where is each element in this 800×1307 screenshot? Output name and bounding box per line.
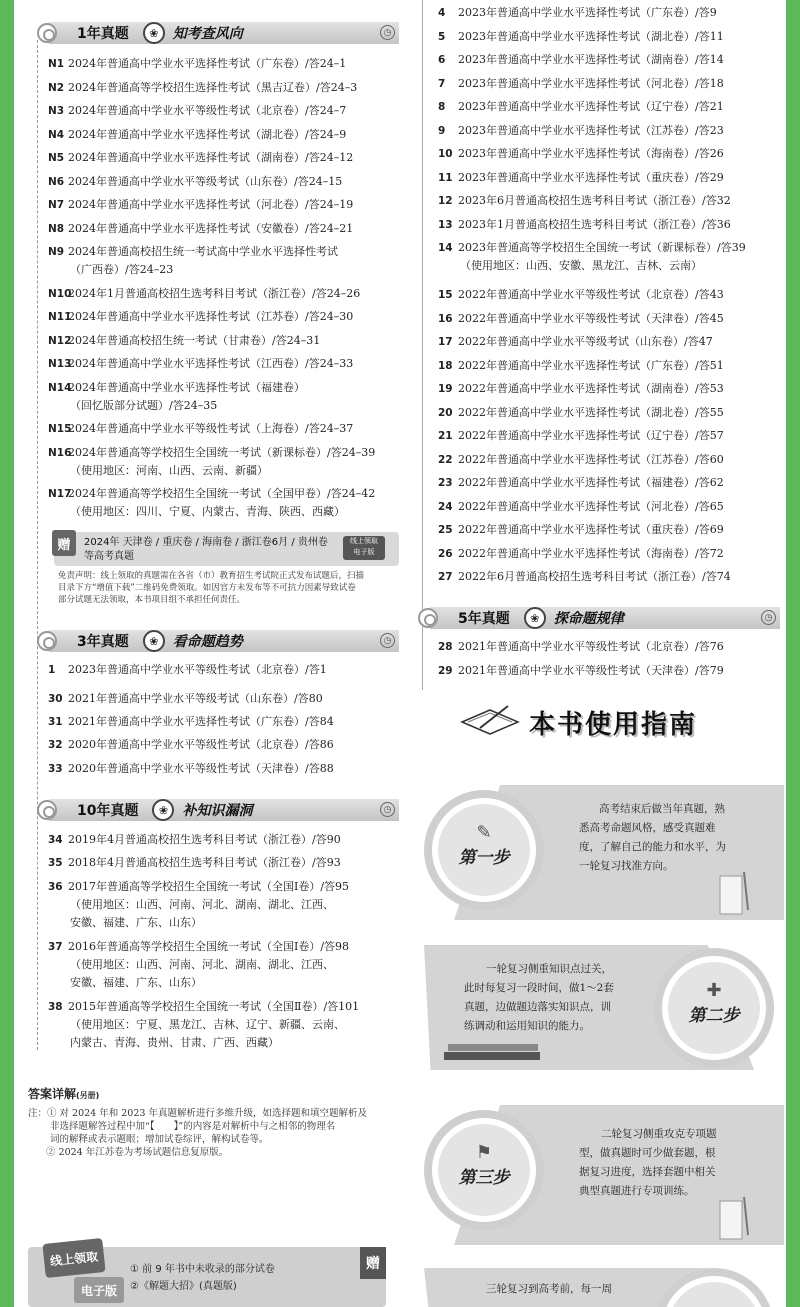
step-line: 二轮复习侧重攻克专项题 [601, 1128, 717, 1140]
item-text: 2022年普通高中学业水平选择性考试（广东卷）/答51 [458, 358, 724, 372]
item-number: 37 [48, 941, 63, 953]
list-item [48, 692, 323, 706]
item-text: 2022年普通高中学业水平选择性考试（福建卷）/答62 [458, 476, 724, 489]
item-text: 2022年普通高中学业水平选择性考试（河北卷）/答65 [458, 499, 724, 513]
item-number: 24 [438, 500, 453, 513]
step1-circle [424, 790, 544, 910]
item-text: 2024年普通高校招生统一考试（甘肃卷）/答24–31 [68, 333, 321, 347]
badge-icon: ❀ [143, 630, 165, 652]
item-number: 35 [48, 857, 63, 869]
item-text: 2023年普通高中学业水平选择性考试（河北卷）/答18 [458, 76, 724, 90]
item-number: 6 [438, 54, 446, 66]
spiral-icon [37, 631, 57, 651]
list-item [438, 312, 724, 326]
item-number: 1 [48, 664, 56, 676]
list-item [438, 382, 724, 396]
item-text: 2022年普通高中学业水平等级考试（山东卷）/答47 [458, 335, 713, 348]
list-item [438, 124, 724, 138]
item-subtext: （使用地区：河南、山西、云南、新疆） [70, 463, 268, 477]
right-green-border [786, 0, 800, 1307]
disclaimer-line: 免责声明：线上领取的真题需在各省（市）教育招生考试院正式发布试题后，扫描 [58, 571, 365, 581]
step-line: 悉高考命题风格，感受真题难 [579, 822, 716, 834]
step-line: 真题，边做题边落实知识点，训 [464, 1001, 611, 1013]
badge-icon: ❀ [143, 22, 165, 44]
step4-text [486, 1280, 676, 1299]
item-number: N17 [48, 488, 72, 500]
section-header-3yr [49, 630, 399, 652]
spiral-icon [37, 800, 57, 820]
list-item [438, 359, 724, 373]
item-number: 7 [438, 77, 446, 90]
list-item [438, 218, 731, 232]
item-number: 28 [438, 641, 453, 653]
item-text: 2021年普通高中学业水平等级考试（山东卷）/答80 [68, 692, 323, 705]
list-item [48, 738, 334, 752]
item-number: 11 [438, 171, 453, 184]
list-item [48, 104, 346, 118]
step3-text [579, 1125, 769, 1201]
step1-label: 第一步 [458, 848, 510, 868]
step-line: 一轮复习侧重知识点过关， [486, 963, 612, 975]
list-item [438, 147, 724, 161]
item-text: 2023年普通高等学校招生全国统一考试（新课标卷）/答39 [458, 241, 746, 254]
item-number: N1 [48, 58, 65, 70]
item-number: N9 [48, 246, 65, 258]
item-number: 32 [48, 739, 63, 751]
item-text: 2023年普通高中学业水平选择性考试（重庆卷）/答29 [458, 170, 724, 184]
item-text: 2024年普通高中学业水平选择性考试（江西卷）/答24–33 [68, 357, 354, 370]
left-green-border [0, 0, 14, 1307]
section-years: 1年真题 [77, 26, 129, 42]
item-text: 2022年普通高中学业水平选择性考试（江苏卷）/答60 [458, 452, 724, 466]
item-number: 20 [438, 406, 453, 419]
item-number: 29 [438, 664, 453, 677]
item-text: 2023年普通高中学业水平选择性考试（广东卷）/答9 [458, 6, 717, 19]
item-text: 2022年普通高中学业水平选择性考试（海南卷）/答72 [458, 546, 724, 560]
item-text: 2022年普通高中学业水平选择性考试（重庆卷）/答69 [458, 523, 724, 536]
section-subtitle: 补知识漏洞 [182, 803, 253, 819]
section-years: 3年真题 [77, 634, 129, 650]
item-number: 38 [48, 1001, 63, 1013]
books-icon [444, 1040, 544, 1064]
reading-figure-icon: ✎ [476, 822, 492, 843]
column-divider [422, 0, 423, 690]
item-text: 2019年4月普通高校招生选考科目考试（浙江卷）/答90 [68, 833, 341, 846]
disclaimer-line: 部分试题无法领取，本书项目组不承担任何责任。 [58, 595, 246, 605]
list-item [48, 663, 327, 677]
item-text: 2023年普通高中学业水平选择性考试（湖北卷）/答11 [458, 29, 724, 43]
list-item [438, 288, 724, 302]
item-text: 2024年普通高中学业水平选择性考试（广东卷）/答24–1 [68, 57, 347, 70]
list-item [438, 171, 724, 185]
item-text: 2024年普通高等学校招生选择性考试（黑吉辽卷）/答24–3 [68, 80, 358, 94]
step3-label: 第三步 [458, 1168, 510, 1188]
step-line: 度，了解自己的能力和水平，为 [579, 841, 726, 853]
clock-icon: ◷ [380, 633, 395, 648]
step3-circle [424, 1110, 544, 1230]
climbing-figure-icon: ⚑ [475, 1142, 493, 1163]
list-item [438, 241, 746, 273]
list-item [48, 222, 353, 236]
item-number: 21 [438, 430, 453, 442]
circle-inner [668, 1282, 760, 1307]
tag-line1: 线上领取 [350, 537, 378, 545]
gift-line2: 等高考真题 [84, 551, 134, 562]
item-text: 2024年1月普通高校招生选考科目考试（浙江卷）/答24–26 [68, 286, 361, 300]
item-subtext: （使用地区：四川、宁夏、内蒙古、青海、陕西、西藏） [70, 505, 345, 518]
item-text: 2023年6月普通高校招生选考科目考试（浙江卷）/答32 [458, 194, 731, 207]
online-get-tag[interactable]: 线上领取 [42, 1238, 105, 1278]
item-text: 2021年普通高中学业水平选择性考试（广东卷）/答84 [68, 715, 334, 728]
item-text: 2022年普通高中学业水平等级性考试（天津卷）/答45 [458, 311, 724, 325]
item-number: 4 [438, 7, 446, 19]
step2-circle [654, 948, 774, 1068]
item-number: N8 [48, 222, 65, 235]
badge-icon: ❀ [152, 799, 174, 821]
item-number: N10 [48, 287, 72, 300]
item-number: N12 [48, 334, 72, 347]
list-item [48, 57, 346, 71]
item-subtext: （使用地区：山西、河南、河北、湖南、湖北、江西、 [70, 898, 334, 911]
item-number: N14 [48, 381, 72, 394]
list-item [438, 335, 713, 349]
item-text: 2024年普通高中学业水平选择性考试（河北卷）/答24–19 [68, 198, 354, 211]
left-column [26, 0, 406, 1307]
item-subtext: 安徽、福建、广东、山东） [70, 976, 202, 989]
item-subtext: （使用地区：山西、河南、河北、湖南、湖北、江西、 [70, 958, 334, 971]
section-subtitle: 知考查风向 [172, 26, 243, 42]
item-number: 36 [48, 881, 63, 893]
list-item [438, 30, 724, 44]
item-text: 2023年普通高中学业水平选择性考试（湖南卷）/答14 [458, 53, 724, 66]
item-number: 14 [438, 242, 453, 254]
list-item [48, 487, 375, 519]
guide-title: 本书使用指南 [529, 710, 698, 740]
step-line: 三轮复习到高考前，每一周 [486, 1283, 612, 1295]
item-text: 2023年普通高中学业水平选择性考试（海南卷）/答26 [458, 147, 724, 160]
item-number: 23 [438, 477, 453, 489]
step1-text [579, 800, 769, 876]
gift2-line1: ① 前 9 年书中未收录的部分试卷 [130, 1264, 275, 1275]
online-tag[interactable] [343, 536, 385, 560]
item-number: 5 [438, 30, 446, 43]
list-item [438, 570, 731, 584]
disclaimer [58, 570, 403, 606]
answers-notes [28, 1107, 403, 1159]
item-text: 2024年普通高中学业水平选择性考试（江苏卷）/答24–30 [68, 310, 354, 323]
list-item [48, 151, 353, 165]
item-number: 26 [438, 547, 453, 560]
item-text: 2024年普通高中学业水平选择性考试（湖南卷）/答24–12 [68, 151, 354, 164]
item-subtext: （回忆版部分试题）/答24–35 [70, 398, 218, 412]
answers-note: (另册) [76, 1091, 100, 1100]
item-number: 18 [438, 359, 453, 372]
list-item [438, 640, 724, 654]
section-header-10yr [49, 799, 399, 821]
section-header-5yr [430, 607, 780, 629]
item-number: 30 [48, 693, 63, 705]
item-text: 2022年普通高中学业水平选择性考试（湖南卷）/答53 [458, 382, 724, 395]
scroll-icon [714, 870, 754, 920]
item-text: 2023年普通高中学业水平选择性考试（江苏卷）/答23 [458, 123, 724, 137]
item-number: N4 [48, 128, 65, 141]
list-item [48, 310, 353, 324]
note-line: 非选择题解答过程中加“【 】”的内容是对解析中与之相邻的物理名 [50, 1121, 336, 1132]
item-number: N3 [48, 105, 65, 117]
note-line: ② 2024 年江苏卷为考场试题信息复原版。 [46, 1147, 229, 1158]
step-line: 高考结束后做当年真题，熟 [599, 803, 725, 815]
item-number: 15 [438, 289, 453, 301]
gift2-line2: ②《解题大招》(真题版) [130, 1281, 237, 1292]
step-line: 此时每复习一段时间，做1～2套 [464, 982, 614, 994]
list-item [48, 81, 357, 95]
list-item [48, 245, 338, 277]
item-number: 22 [438, 453, 453, 466]
item-number: 33 [48, 763, 63, 775]
item-number: N13 [48, 358, 72, 370]
item-text: 2022年普通高中学业水平选择性考试（湖北卷）/答55 [458, 405, 724, 419]
list-item [438, 453, 724, 467]
item-number: 12 [438, 195, 453, 207]
puzzle-icon: ✚ [706, 980, 722, 1001]
item-number: 31 [48, 716, 63, 728]
list-item [438, 523, 724, 537]
item-text: 2024年普通高等学校招生全国统一考试（新课标卷）/答24–39 [68, 445, 376, 459]
item-text: 2024年普通高中学业水平等级考试（山东卷）/答24–15 [68, 174, 343, 188]
item-number: 17 [438, 336, 453, 348]
step-line: 典型真题进行专项训练。 [579, 1185, 695, 1197]
scroll-icon [714, 1195, 754, 1245]
item-number: 25 [438, 524, 453, 536]
list-item [438, 664, 724, 678]
section-subtitle: 看命题趋势 [172, 634, 243, 650]
item-text: 2024年普通高等学校招生全国统一考试（全国甲卷）/答24–42 [68, 487, 376, 500]
item-number: 34 [48, 834, 63, 846]
item-text: 2022年普通高中学业水平选择性考试（辽宁卷）/答57 [458, 429, 724, 442]
notebook-pen-icon [460, 702, 520, 736]
item-number: N7 [48, 199, 65, 211]
step2-label: 第二步 [688, 1006, 740, 1026]
section-subtitle: 探命题规律 [553, 611, 624, 627]
spiral-icon [418, 608, 438, 628]
list-item [48, 1000, 359, 1050]
list-item [48, 175, 342, 189]
list-item [48, 128, 346, 142]
clock-icon: ◷ [761, 610, 776, 625]
item-number: 10 [438, 148, 453, 160]
bottom-gift-text [130, 1261, 275, 1295]
step2-text [464, 960, 654, 1036]
item-number: 27 [438, 571, 453, 583]
answers-title [28, 1085, 99, 1102]
item-text: 2021年普通高中学业水平等级性考试（天津卷）/答79 [458, 663, 724, 677]
item-number: 13 [438, 218, 453, 231]
item-text: 2018年4月普通高校招生选考科目考试（浙江卷）/答93 [68, 856, 341, 869]
section-years: 5年真题 [458, 611, 510, 627]
bottom-gift-box [28, 1247, 386, 1307]
list-item [48, 422, 353, 436]
list-item [48, 856, 341, 870]
item-text: 2016年普通高等学校招生全国统一考试（全国Ⅰ卷）/答98 [68, 940, 350, 953]
item-text: 2024年普通高中学业水平等级性考试（北京卷）/答24–7 [68, 104, 347, 117]
item-text: 2017年普通高等学校招生全国统一考试（全国Ⅰ卷）/答95 [68, 880, 350, 893]
list-item [438, 53, 724, 67]
list-item [438, 476, 724, 490]
list-item [438, 6, 717, 20]
item-subtext: 内蒙古、青海、贵州、甘肃、广西、西藏） [70, 1036, 279, 1049]
note-line: 词的解释或表示题眼；增加试卷综评，解构试卷等。 [50, 1134, 269, 1145]
item-text: 2021年普通高中学业水平等级性考试（北京卷）/答76 [458, 640, 724, 653]
item-text: 2024年普通高校招生统一考试高中学业水平选择性考试 [68, 245, 338, 258]
list-item [438, 406, 724, 420]
gift-text [84, 536, 328, 564]
list-item [438, 500, 724, 514]
item-text: 2015年普通高等学校招生全国统一考试（全国Ⅱ卷）/答101 [68, 1000, 360, 1013]
item-number: N16 [48, 446, 72, 459]
list-item [48, 357, 353, 371]
item-number: N11 [48, 311, 72, 323]
item-text: 2024年普通高中学业水平选择性考试（福建卷） [68, 380, 305, 394]
item-subtext: （使用地区：宁夏、黑龙江、吉林、辽宁、新疆、云南、 [70, 1018, 345, 1031]
gift-box-online [54, 532, 399, 566]
item-text: 2024年普通高中学业水平等级性考试（上海卷）/答24–37 [68, 422, 354, 435]
gift-zeng-badge: 赠 [360, 1247, 386, 1279]
item-number: 9 [438, 124, 446, 137]
item-text: 2023年1月普通高校招生选考科目考试（浙江卷）/答36 [458, 217, 731, 231]
page [14, 0, 786, 1307]
item-text: 2024年普通高中学业水平选择性考试（湖北卷）/答24–9 [68, 127, 347, 141]
item-text: 2023年普通高中学业水平选择性考试（辽宁卷）/答21 [458, 100, 724, 113]
item-subtext: （广西卷）/答24–23 [70, 263, 174, 276]
list-item [48, 446, 375, 478]
step-line: 据复习进度，选择套题中相关 [579, 1166, 716, 1178]
step-line: 型，做真题时可少做套题，根 [579, 1147, 716, 1159]
item-number: 16 [438, 312, 453, 325]
list-item [438, 100, 724, 114]
item-number: 19 [438, 383, 453, 395]
note-line: 注：① 对 2024 年和 2023 年真题解析进行多维升级，如选择题和填空题解析及 [28, 1108, 367, 1119]
step-line: 练调动和运用知识的能力。 [464, 1020, 590, 1032]
disclaimer-line: 目录下方“增值下载”二维码免费领取。如因官方未发布等不可抗力因素导致试卷 [58, 583, 356, 593]
item-number: N15 [48, 423, 72, 435]
item-text: 2022年普通高中学业水平等级性考试（北京卷）/答43 [458, 288, 724, 301]
gift-line1: 2024年 天津卷 / 重庆卷 / 海南卷 / 浙江卷6月 / 贵州卷 [84, 537, 328, 548]
section-header-1yr [49, 22, 399, 44]
right-column [424, 0, 784, 1307]
item-number: 8 [438, 101, 446, 113]
item-text: 2024年普通高中学业水平选择性考试（安徽卷）/答24–21 [68, 221, 354, 235]
item-number: N6 [48, 175, 65, 188]
spiral-icon [37, 23, 57, 43]
list-item [438, 547, 724, 561]
list-item [48, 880, 349, 930]
item-number: N2 [48, 81, 65, 94]
list-item [438, 429, 724, 443]
badge-icon: ❀ [524, 607, 546, 629]
step-line: 一轮复习找准方向。 [579, 860, 674, 872]
list-item [438, 194, 731, 208]
item-subtext: 安徽、福建、广东、山东） [70, 916, 202, 929]
item-text: 2020年普通高中学业水平等级性考试（北京卷）/答86 [68, 738, 334, 751]
list-item [48, 287, 360, 301]
item-subtext: （使用地区：山西、安徽、黑龙江、吉林、云南） [460, 259, 702, 272]
e-version-tag[interactable]: 电子版 [74, 1277, 124, 1303]
list-item [48, 381, 305, 413]
item-text: 2023年普通高中学业水平等级性考试（北京卷）/答1 [68, 663, 327, 676]
item-text: 2022年6月普通高校招生选考科目考试（浙江卷）/答74 [458, 570, 731, 583]
list-item [48, 833, 341, 847]
tag-line2: 电子版 [353, 548, 375, 556]
answers-title-text: 答案详解 [28, 1087, 77, 1101]
clock-icon: ◷ [380, 802, 395, 817]
item-text: 2020年普通高中学业水平等级性考试（天津卷）/答88 [68, 762, 334, 775]
list-item [48, 940, 349, 990]
item-number: N5 [48, 152, 65, 164]
section-years: 10年真题 [77, 803, 139, 819]
list-item [48, 762, 334, 776]
gift-zeng-badge: 赠 [52, 530, 76, 556]
list-item [438, 77, 724, 91]
list-item [48, 198, 353, 212]
list-item [48, 715, 334, 729]
list-item [48, 334, 320, 348]
clock-icon: ◷ [380, 25, 395, 40]
